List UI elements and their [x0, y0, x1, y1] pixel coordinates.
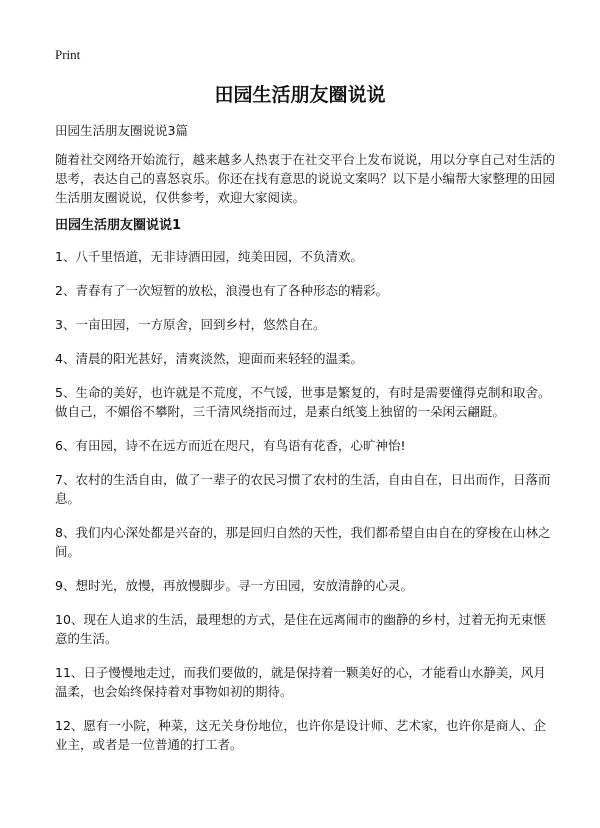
list-item: 9、想时光，放慢，再放慢脚步。寻一方田园，安放清静的心灵。 [55, 578, 413, 593]
list-item: 12、愿有一小院，种菜，这无关身份地位，也许你是设计师、艺术家，也许你是商人、企业主，或者是一位普通的打工者。 [55, 718, 546, 752]
document-title: 田园生活朋友圈说说 [214, 84, 386, 106]
list-item: 8、我们内心深处都是兴奋的，那是回归自然的天性，我们都希望自由自在的穿梭在山林之间。 [55, 525, 551, 559]
list-item: 10、现在人追求的生活，最理想的方式，是住在远离闹市的幽静的乡村，过着无拘无束惬意的生活。 [55, 612, 546, 646]
list-item: 4、清晨的阳光甚好，清爽淡然，迎面而来轻轻的温柔。 [55, 351, 363, 366]
document-subtitle: 田园生活朋友圈说说3篇 [55, 123, 188, 138]
section-heading: 田园生活朋友圈说说1 [55, 218, 182, 233]
list-item: 5、生命的美好，也许就是不荒度，不气馁，世事是繁复的，有时是需要懂得克制和取舍。做自己，不媚俗不攀附，三千清风绕指而过，是素白纸笺上独留的一朵闲云翩跹。 [55, 385, 551, 419]
list-item: 3、一亩田园，一方原舍，回到乡村，悠然自在。 [55, 317, 326, 332]
list-item: 2、青春有了一次短暂的放松，浪漫也有了各种形态的精彩。 [55, 283, 388, 298]
print-link[interactable]: Print [55, 47, 81, 62]
list-item: 6、有田园，诗不在远方而近在咫尺，有鸟语有花香，心旷神怡! [55, 438, 406, 453]
quote-list [55, 247, 551, 769]
intro-paragraph: 随着社交网络开始流行，越来越多人热衷于在社交平台上发布说说，用以分享自己对生活的思考，表达自己的喜怒哀乐。你还在找有意思的说说文案吗？以下是小编帮大家整理的田园生活朋友圈说说，仅供参考，欢迎大家阅读。 [55, 152, 556, 205]
list-item: 7、农村的生活自由，做了一辈子的农民习惯了农村的生活，自由自在，日出而作，日落而息。 [55, 472, 551, 506]
list-item: 11、日子慢慢地走过，而我们要做的，就是保持着一颗美好的心，才能看山水静美，风月温柔，也会始终保持着对事物如初的期待。 [55, 665, 546, 699]
list-item: 1、八千里悟道，无非诗酒田园，纯美田园，不负清欢。 [55, 249, 363, 264]
